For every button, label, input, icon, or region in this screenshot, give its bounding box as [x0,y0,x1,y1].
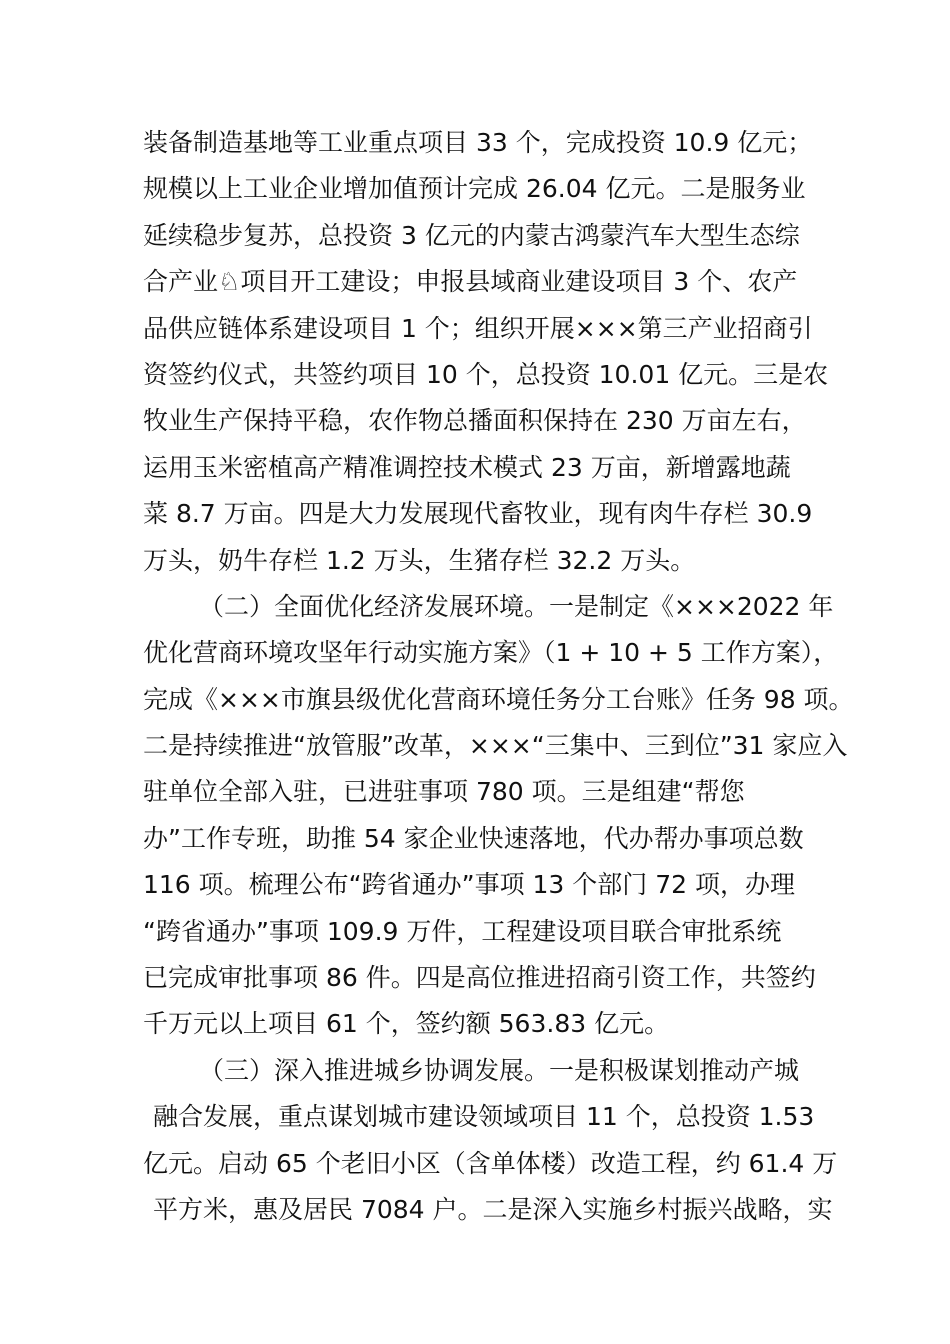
text-line: 牧业生产保持平稳，农作物总播面积保持在 230 万亩左右， [143,406,807,436]
text-line: 万头，奶牛存栏 1.2 万头，生猪存栏 32.2 万头。 [143,545,696,575]
text-line: 资签约仪式，共签约项目 10 个，总投资 10.01 亿元。三是农 [143,359,829,389]
text-line: 千万元以上项目 61 个，签约额 563.83 亿元。 [143,1009,670,1039]
text-line: 规模以上工业企业增加值预计完成 26.04 亿元。二是服务业 [143,174,806,204]
text-line: “跨省通办”事项 109.9 万件，工程建设项目联合审批系统 [143,916,782,946]
text-line: 完成《×××市旗县级优化营商环境任务分工台账》任务 98 项。 [143,684,854,714]
text-line: 菜 8.7 万亩。四是大力发展现代畜牧业，现有肉牛存栏 30.9 [143,499,813,529]
text-line: 合产业♘项目开工建设；申报县域商业建设项目 3 个、农产 [143,267,798,297]
text-line: 延续稳步复苏，总投资 3 亿元的内蒙古鸿蒙汽车大型生态综 [143,220,800,250]
text-line: 亿元。启动 65 个老旧小区（含单体楼）改造工程，约 61.4 万 [143,1148,838,1178]
text-line: 116 项。梳理公布“跨省通办”事项 13 个部门 72 项，办理 [143,870,795,900]
text-line: 装备制造基地等工业重点项目 33 个，完成投资 10.9 亿元； [143,128,813,157]
body-text [143,120,854,1233]
text-line: 优化营商环境攻坚年行动实施方案》（1 + 10 + 5 工作方案）， [143,638,839,668]
text-line: 二是持续推进“放管服”改革，×××“三集中、三到位”31 家应入 [143,731,848,761]
text-line: 办”工作专班，助推 54 家企业快速落地，代办帮办事项总数 [143,823,804,853]
section-heading-line: （二）全面优化经济发展环境。一是制定《×××2022 年 [199,591,834,621]
text-line: 平方米，惠及居民 7084 户。二是深入实施乡村振兴战略，实 [153,1194,833,1224]
text-line: 融合发展，重点谋划城市建设领域项目 11 个，总投资 1.53 [153,1102,815,1132]
text-line: 已完成审批事项 86 件。四是高位推进招商引资工作，共签约 [143,963,816,993]
text-line: 品供应链体系建设项目 1 个；组织开展×××第三产业招商引 [143,313,813,343]
text-line: 驻单位全部入驻，已进驻事项 780 项。三是组建“帮您 [143,777,745,807]
text-line: 运用玉米密植高产精准调控技术模式 23 万亩，新增露地蔬 [143,452,791,482]
section-heading-line: （三）深入推进城乡协调发展。一是积极谋划推动产城 [199,1055,800,1085]
